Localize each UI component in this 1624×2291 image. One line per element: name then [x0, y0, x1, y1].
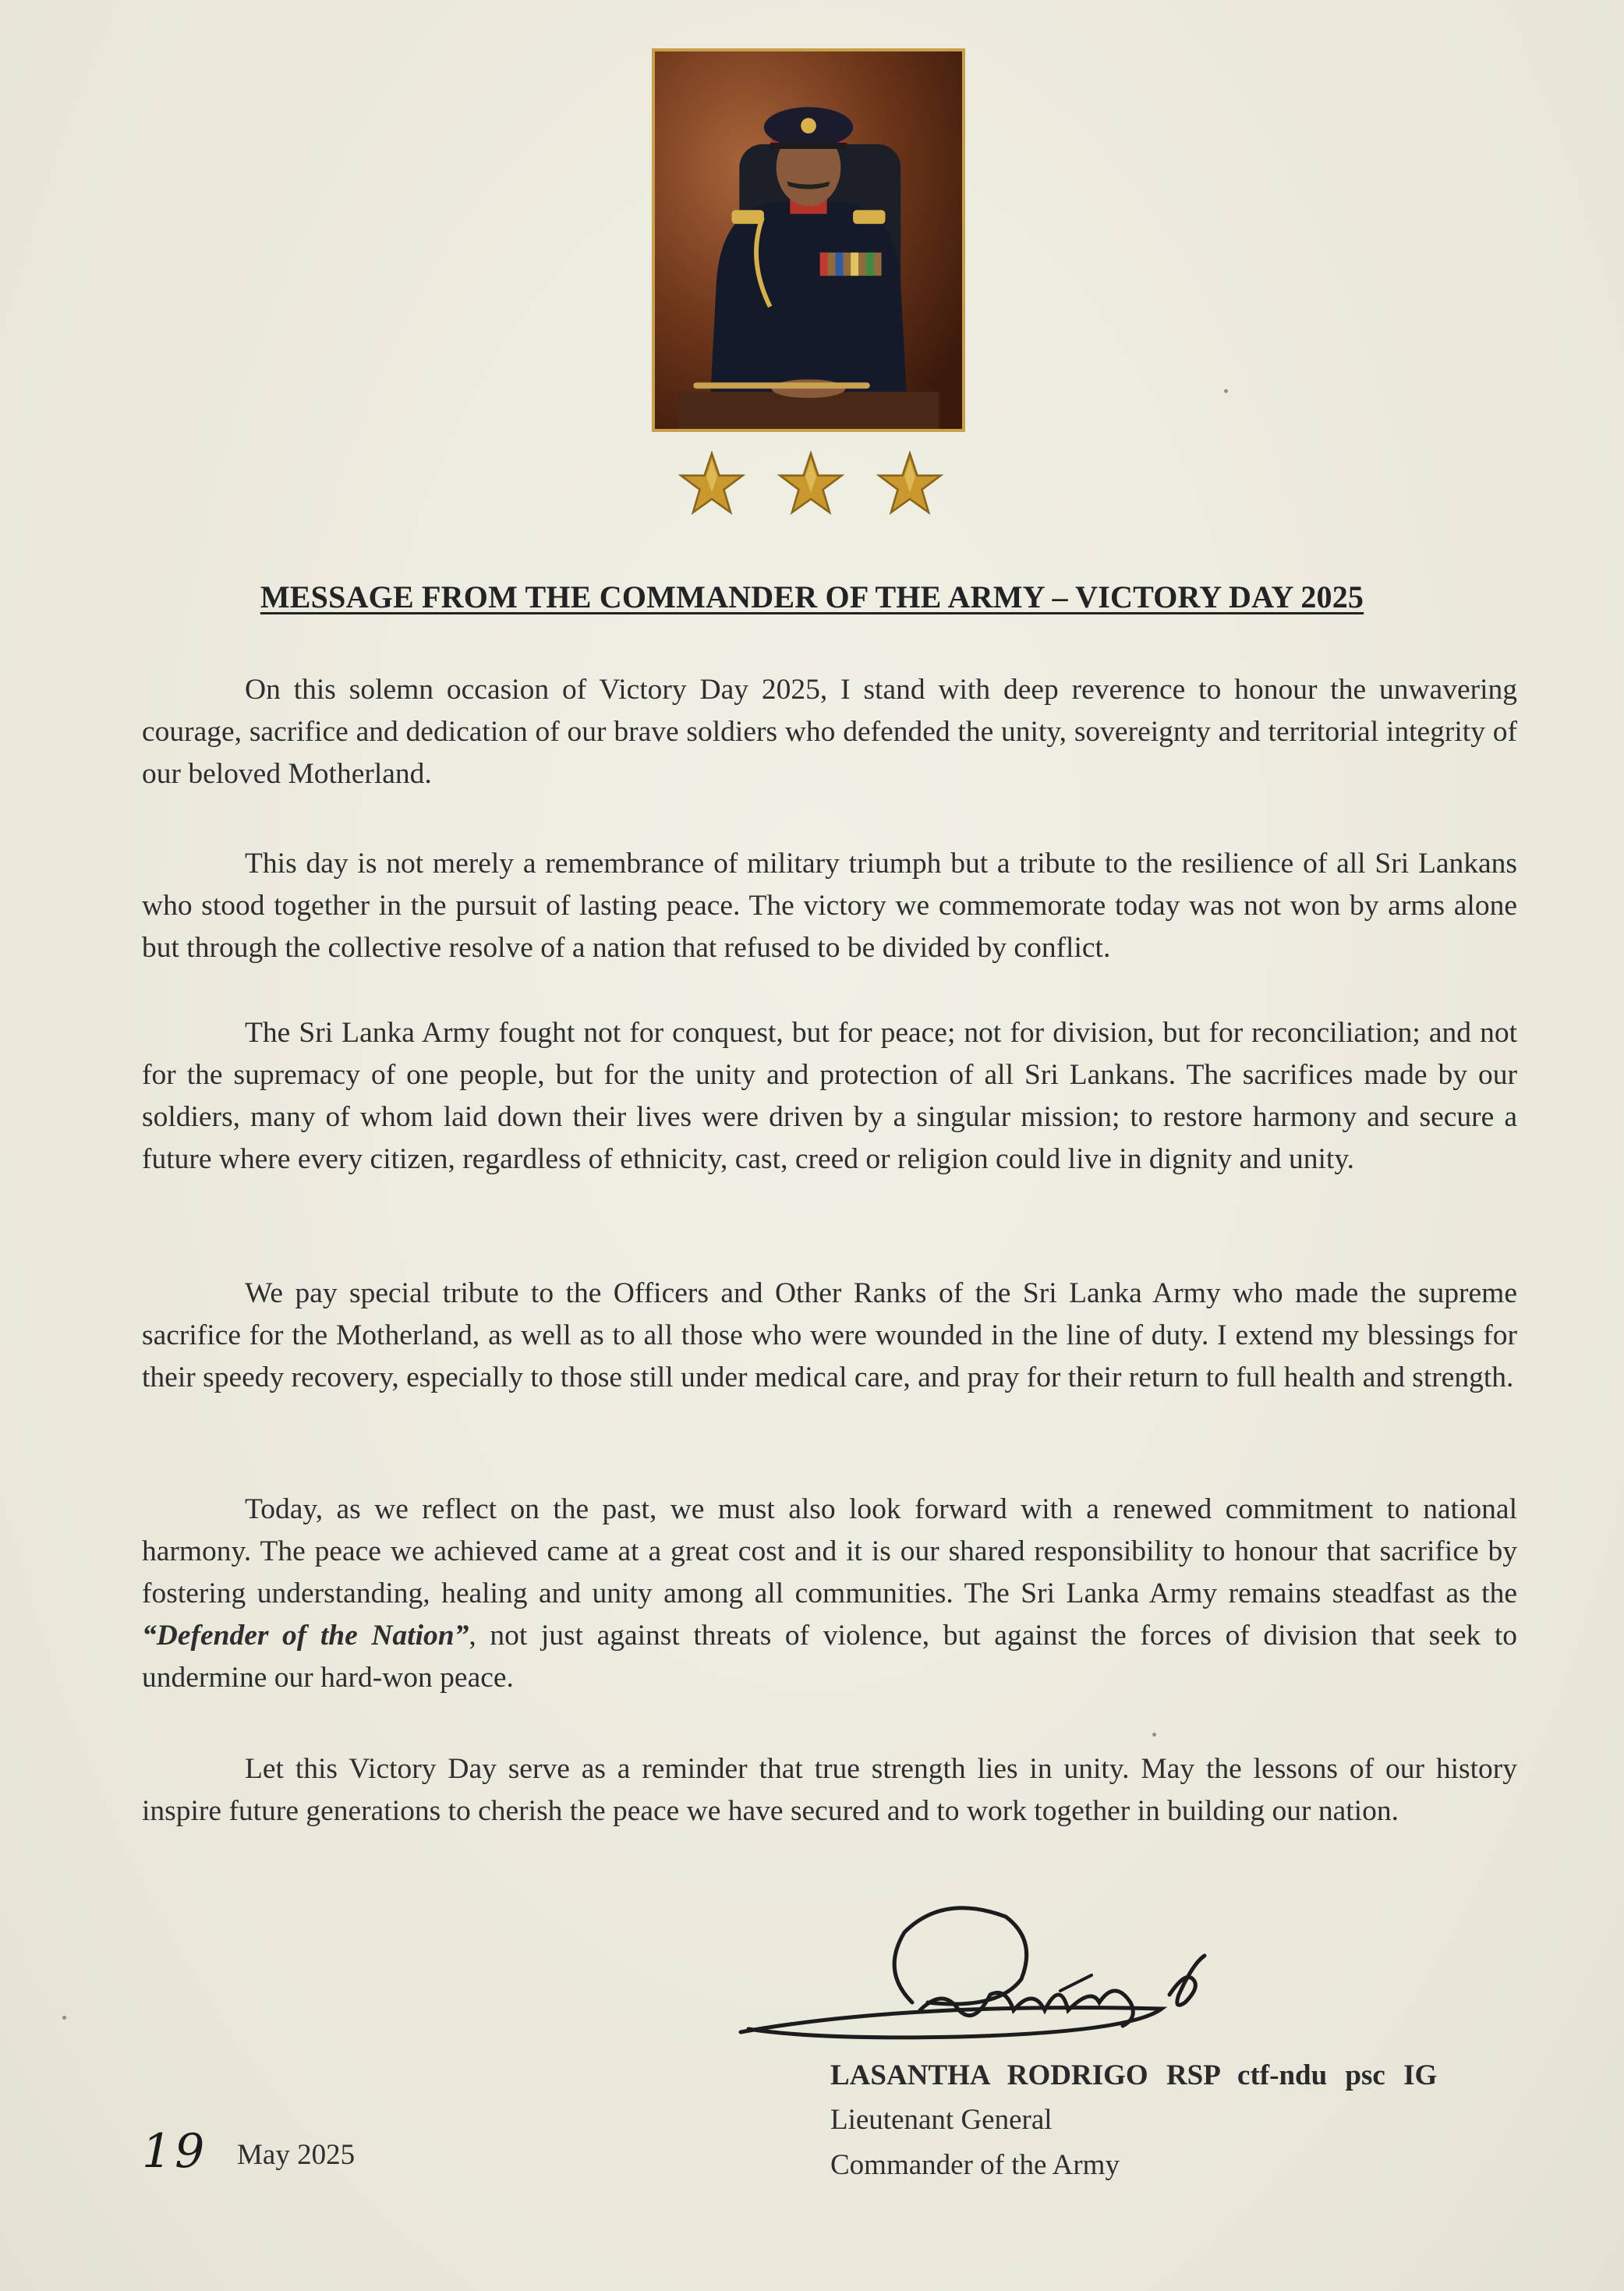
paragraph-4 — [142, 1273, 1517, 1399]
gold-star-icon — [777, 451, 844, 518]
paragraph-text: We pay special tribute to the Officers and Other Ranks of the Sri Lanka Army who made the supreme sacrifice for the Motherland, as well as to all those who were wounded in the line of duty. I extend my blessings for their speedy recovery, especially to those still under medical care, and pray for their return to full health and strength. — [142, 1277, 1517, 1393]
message-title: MESSAGE FROM THE COMMANDER OF THE ARMY – VICTORY DAY 2025 — [260, 579, 1364, 614]
rank-stars — [678, 451, 943, 518]
defender-of-the-nation-emphasis: “Defender of the Nation” — [142, 1620, 469, 1652]
signatory-name: LASANTHA RODRIGO RSP ctf-ndu psc IG — [830, 2059, 1438, 2091]
paper-speck — [62, 2016, 66, 2020]
handwritten-signature — [725, 1893, 1255, 2049]
paragraph-text: The Sri Lanka Army fought not for conquest, but for peace; not for division, but for reconciliation; and not for the supremacy of one people, but for the unity and protection of all Sri Lankans. The sacrifices made by our soldiers, many of whom laid down their lives were driven by a singular mission; to restore harmony and secure a future where every citizen, regardless of ethnicity, cast, creed or religion could live in dignity and unity. — [142, 1017, 1517, 1175]
paragraph-5 — [142, 1489, 1517, 1699]
paragraph-text: Let this Victory Day serve as a reminder that true strength lies in unity. May the lessons of our history inspire future generations to cherish the peace we have secured and to work together in building our nation. — [142, 1753, 1517, 1827]
paragraph-5-before: Today, as we reflect on the past, we must also look forward with a renewed commitment to national harmony. The peace we achieved came at a great cost and it is our shared responsibility to honour that sacrifice by fostering understanding, healing and unity among all communities. The Sri Lanka Army remains steadfast as the — [142, 1493, 1517, 1609]
gold-star-icon — [678, 451, 745, 518]
date-day-handwritten: 19 — [142, 2124, 208, 2179]
paragraph-text: This day is not merely a remembrance of military triumph but a tribute to the resilience of all Sri Lankans who stood together in the pursuit of lasting peace. The victory we commemorate today was not won by arms alone but through the collective resolve of a nation that refused to be divided by conflict. — [142, 848, 1517, 964]
paper-speck — [1152, 1733, 1156, 1737]
signatory-rank: Lieutenant General — [830, 2104, 1053, 2136]
signatory-position: Commander of the Army — [830, 2149, 1120, 2181]
paragraph-text: On this solemn occasion of Victory Day 2025, I stand with deep reverence to honour the unwavering courage, sacrifice and dedication of our brave soldiers who defended the unity, sovereignty and territorial integrity of our beloved Motherland. — [142, 674, 1517, 790]
paragraph-3 — [142, 1012, 1517, 1181]
paragraph-5-after: , not just against threats of violence, but against the forces of division that seek to undermine our hard-won peace. — [142, 1620, 1517, 1694]
commander-portrait — [652, 48, 965, 432]
paragraph-6 — [142, 1748, 1517, 1832]
signature-block — [830, 2054, 1516, 2188]
paragraph-1 — [142, 669, 1517, 795]
paragraph-text — [142, 1489, 1517, 1699]
message-date — [142, 2124, 423, 2183]
paragraph-2 — [142, 843, 1517, 969]
gold-star-icon — [876, 451, 943, 518]
date-month-year: May 2025 — [237, 2139, 356, 2171]
paper-speck — [1224, 389, 1228, 393]
